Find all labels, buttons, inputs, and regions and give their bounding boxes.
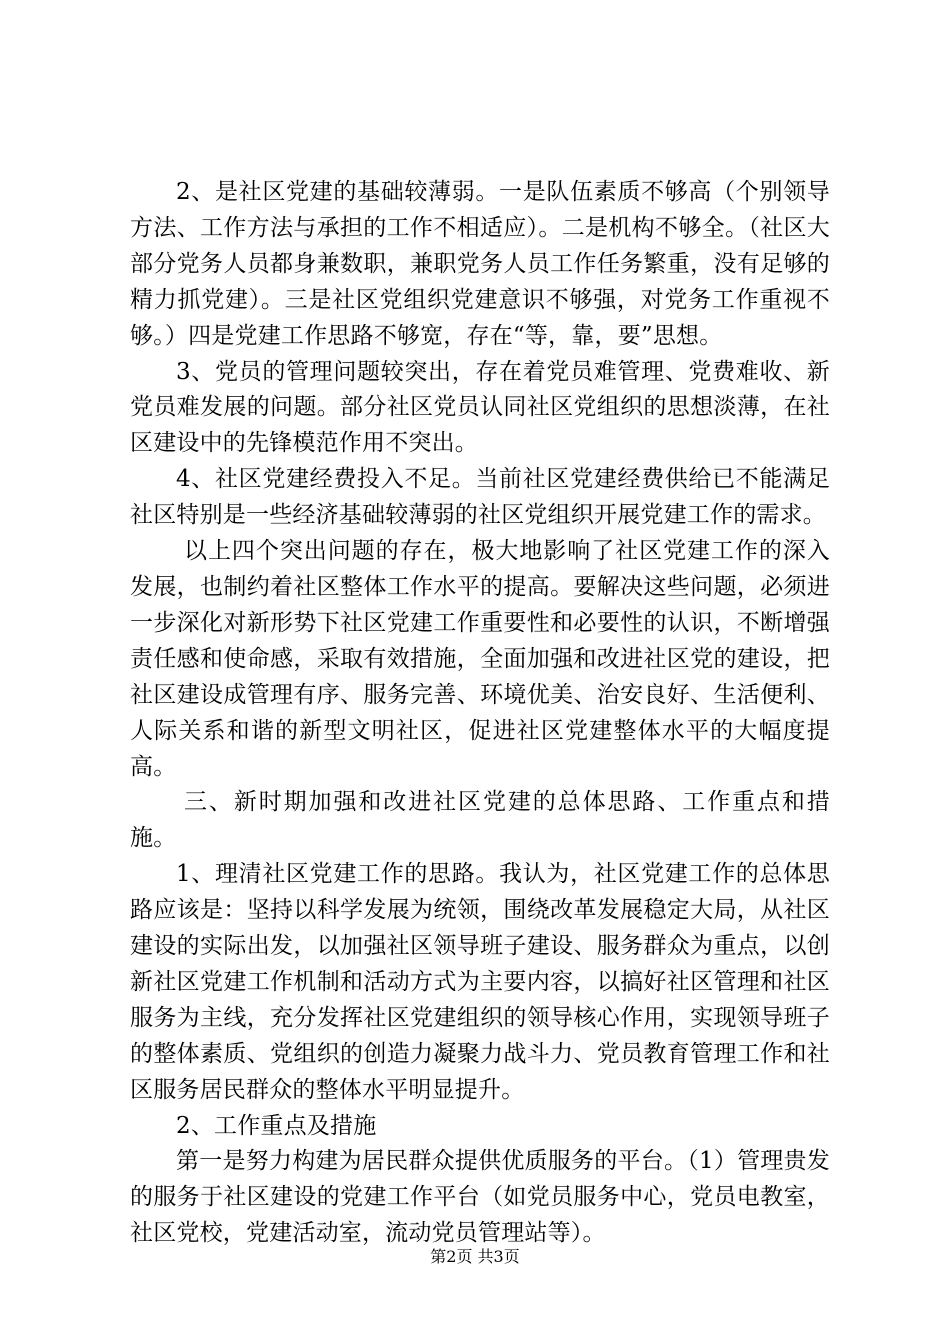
section-heading-three: 三、新时期加强和改进社区党建的总体思路、工作重点和措施。 bbox=[130, 789, 830, 852]
subheading-key-measures: 2、工作重点及措施 bbox=[176, 1112, 377, 1139]
paragraph-overall-approach: 1、理清社区党建工作的思路。我认为，社区党建工作的总体思路应该是：坚持以科学发展为统领，围绕改革发展稳定大局，从社区建设的实际出发，以加强社区领导班子建设、服务群众为重点，以创新社区党建工作机制和活动方式为主要内容，以搞好社区管理和社区服务为主线，充分发挥社区党建组织的领导核心作用，实现领导班子的整体素质、党组织的创造力凝聚力战斗力、党员教育管理工作和社区服务居民群众的整体水平明显提升。 bbox=[130, 861, 830, 1103]
paragraph-member-management: 3、党员的管理问题较突出，存在着党员难管理、党费难收、新党员难发展的问题。部分社区党员认同社区党组织的思想淡薄，在社区建设中的先锋模范作用不突出。 bbox=[130, 358, 830, 457]
paragraph-summary: 以上四个突出问题的存在，极大地影响了社区党建工作的深入发展，也制约着社区整体工作水平的提高。要解决这些问题，必须进一步深化对新形势下社区党建工作重要性和必要性的认识，不断增强责任感和使命感，采取有效措施，全面加强和改进社区党的建设，把社区建设成管理有序、服务完善、环境优美、治安良好、生活便利、人际关系和谐的新型文明社区，促进社区党建整体水平的大幅度提高。 bbox=[130, 538, 830, 780]
document-body bbox=[130, 175, 830, 1252]
paragraph-weak-foundation: 2、是社区党建的基础较薄弱。一是队伍素质不够高（个别领导方法、工作方法与承担的工作不相适应）。二是机构不够全。（社区大部分党务人员都身兼数职，兼职党务人员工作任务繁重，没有足够的精力抓党建）。三是社区党组织党建意识不够强，对党务工作重视不够。）四是党建工作思路不够宽，存在“等，靠，要”思想。 bbox=[130, 179, 830, 349]
paragraph-funding: 4、社区党建经费投入不足。当前社区党建经费供给已不能满足社区特别是一些经济基础较薄弱的社区党组织开展党建工作的需求。 bbox=[130, 466, 830, 529]
page-footer: 第2页 共3页 bbox=[430, 1247, 520, 1266]
paragraph-service-platform: 第一是努力构建为居民群众提供优质服务的平台。（1）管理贵发的服务于社区建设的党建工作平台（如党员服务中心，党员电教室，社区党校，党建活动室，流动党员管理站等）。 bbox=[130, 1148, 830, 1247]
